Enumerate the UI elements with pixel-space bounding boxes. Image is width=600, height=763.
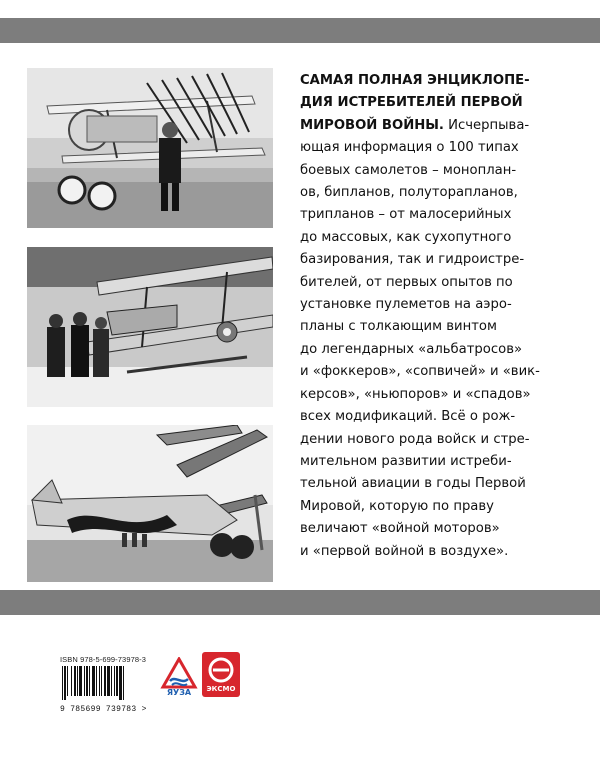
barcode-bar xyxy=(96,666,97,696)
description-text: величают «войной моторов» xyxy=(300,521,500,537)
description-line xyxy=(300,70,568,92)
barcode-bar xyxy=(114,666,115,696)
description-line xyxy=(300,182,568,204)
description-line xyxy=(300,316,568,338)
description-text: планы с толкающим винтом xyxy=(300,319,497,335)
description-text: тельной авиации в годы Первой xyxy=(300,476,526,492)
barcode-bar xyxy=(71,666,72,696)
barcode-bar xyxy=(107,666,110,696)
description-text: мительном развитии истреби- xyxy=(300,453,512,469)
description-line xyxy=(300,92,568,114)
bottom-gray-band xyxy=(0,590,600,615)
description-text: ДИЯ ИСТРЕБИТЕЛЕЙ ПЕРВОЙ xyxy=(300,95,523,111)
yauza-publisher-logo xyxy=(160,657,198,699)
barcode-bar xyxy=(116,666,118,696)
description-text: САМАЯ ПОЛНАЯ ЭНЦИКЛОПЕ- xyxy=(300,73,530,88)
barcode-bar xyxy=(111,666,112,696)
barcode xyxy=(60,666,154,700)
description-line xyxy=(300,227,568,249)
barcode-bar xyxy=(74,666,76,696)
description-line xyxy=(300,137,568,159)
eksmo-label: ЭКСМО xyxy=(206,685,236,693)
description-text: ов, бипланов, полуторапланов, xyxy=(300,185,518,201)
description-line xyxy=(300,384,568,406)
barcode-bar xyxy=(92,666,95,696)
description-line xyxy=(300,115,568,137)
barcode-bar xyxy=(104,666,106,696)
yauza-label: ЯУЗА xyxy=(166,688,192,697)
description-line xyxy=(300,429,568,451)
description-text: до массовых, как сухопутного xyxy=(300,229,512,245)
description-line xyxy=(300,406,568,428)
description-text: боевых самолетов – моноплан- xyxy=(300,162,517,178)
description-line xyxy=(300,204,568,226)
description-line xyxy=(300,361,568,383)
book-description xyxy=(300,70,568,563)
barcode-bar xyxy=(123,666,124,700)
barcode-bar xyxy=(86,666,88,696)
description-line xyxy=(300,272,568,294)
description-text: Мировой, которую по праву xyxy=(300,498,494,514)
description-text: установке пулеметов на аэро- xyxy=(300,297,512,313)
yauza-emblem-icon xyxy=(160,657,198,689)
description-line xyxy=(300,160,568,182)
description-text: базирования, так и гидроистре- xyxy=(300,252,525,268)
description-text: МИРОВОЙ ВОЙНЫ. xyxy=(300,117,444,133)
description-line xyxy=(300,294,568,316)
description-line xyxy=(300,473,568,495)
description-line xyxy=(300,451,568,473)
description-text: Исчерпыва- xyxy=(443,117,530,133)
description-text: трипланов – от малосерийных xyxy=(300,207,512,223)
description-text: бителей, от первых опытов по xyxy=(300,274,513,290)
description-text: керсов», «ньюпоров» и «спадов» xyxy=(300,386,531,402)
barcode-bar xyxy=(101,666,102,696)
barcode-bar xyxy=(67,666,68,696)
description-line xyxy=(300,339,568,361)
barcode-bar xyxy=(89,666,90,696)
barcode-bar xyxy=(77,666,78,696)
description-text: до легендарных «альбатросов» xyxy=(300,341,523,357)
photo-pusher-biplane-in-snow xyxy=(27,247,273,407)
isbn-block xyxy=(60,655,160,714)
description-text: ющая информация о 100 типах xyxy=(300,140,519,156)
barcode-bar xyxy=(84,666,85,696)
description-line xyxy=(300,541,568,563)
barcode-bar xyxy=(119,666,122,700)
photo-biplane-with-rockets xyxy=(27,68,273,228)
description-text: дении нового рода войск и стре- xyxy=(300,431,530,447)
isbn-label: ISBN 978-5-699-73978-3 xyxy=(60,655,147,664)
description-text: и «фоккеров», «сопвичей» и «вик- xyxy=(300,364,540,380)
eksmo-publisher-logo xyxy=(202,652,240,697)
top-gray-band xyxy=(0,18,600,43)
isbn-digits: 9 785699 739783 > xyxy=(60,705,147,714)
description-text: и «первой войной в воздухе». xyxy=(300,543,509,559)
description-text: всех модификаций. Всё о рож- xyxy=(300,409,516,425)
barcode-bar xyxy=(79,666,82,696)
photo-spad-biplane xyxy=(27,425,273,582)
barcode-bar xyxy=(99,666,100,696)
barcode-bar xyxy=(62,666,63,700)
barcode-bar xyxy=(64,666,66,700)
description-line xyxy=(300,249,568,271)
description-line xyxy=(300,518,568,540)
description-line xyxy=(300,496,568,518)
